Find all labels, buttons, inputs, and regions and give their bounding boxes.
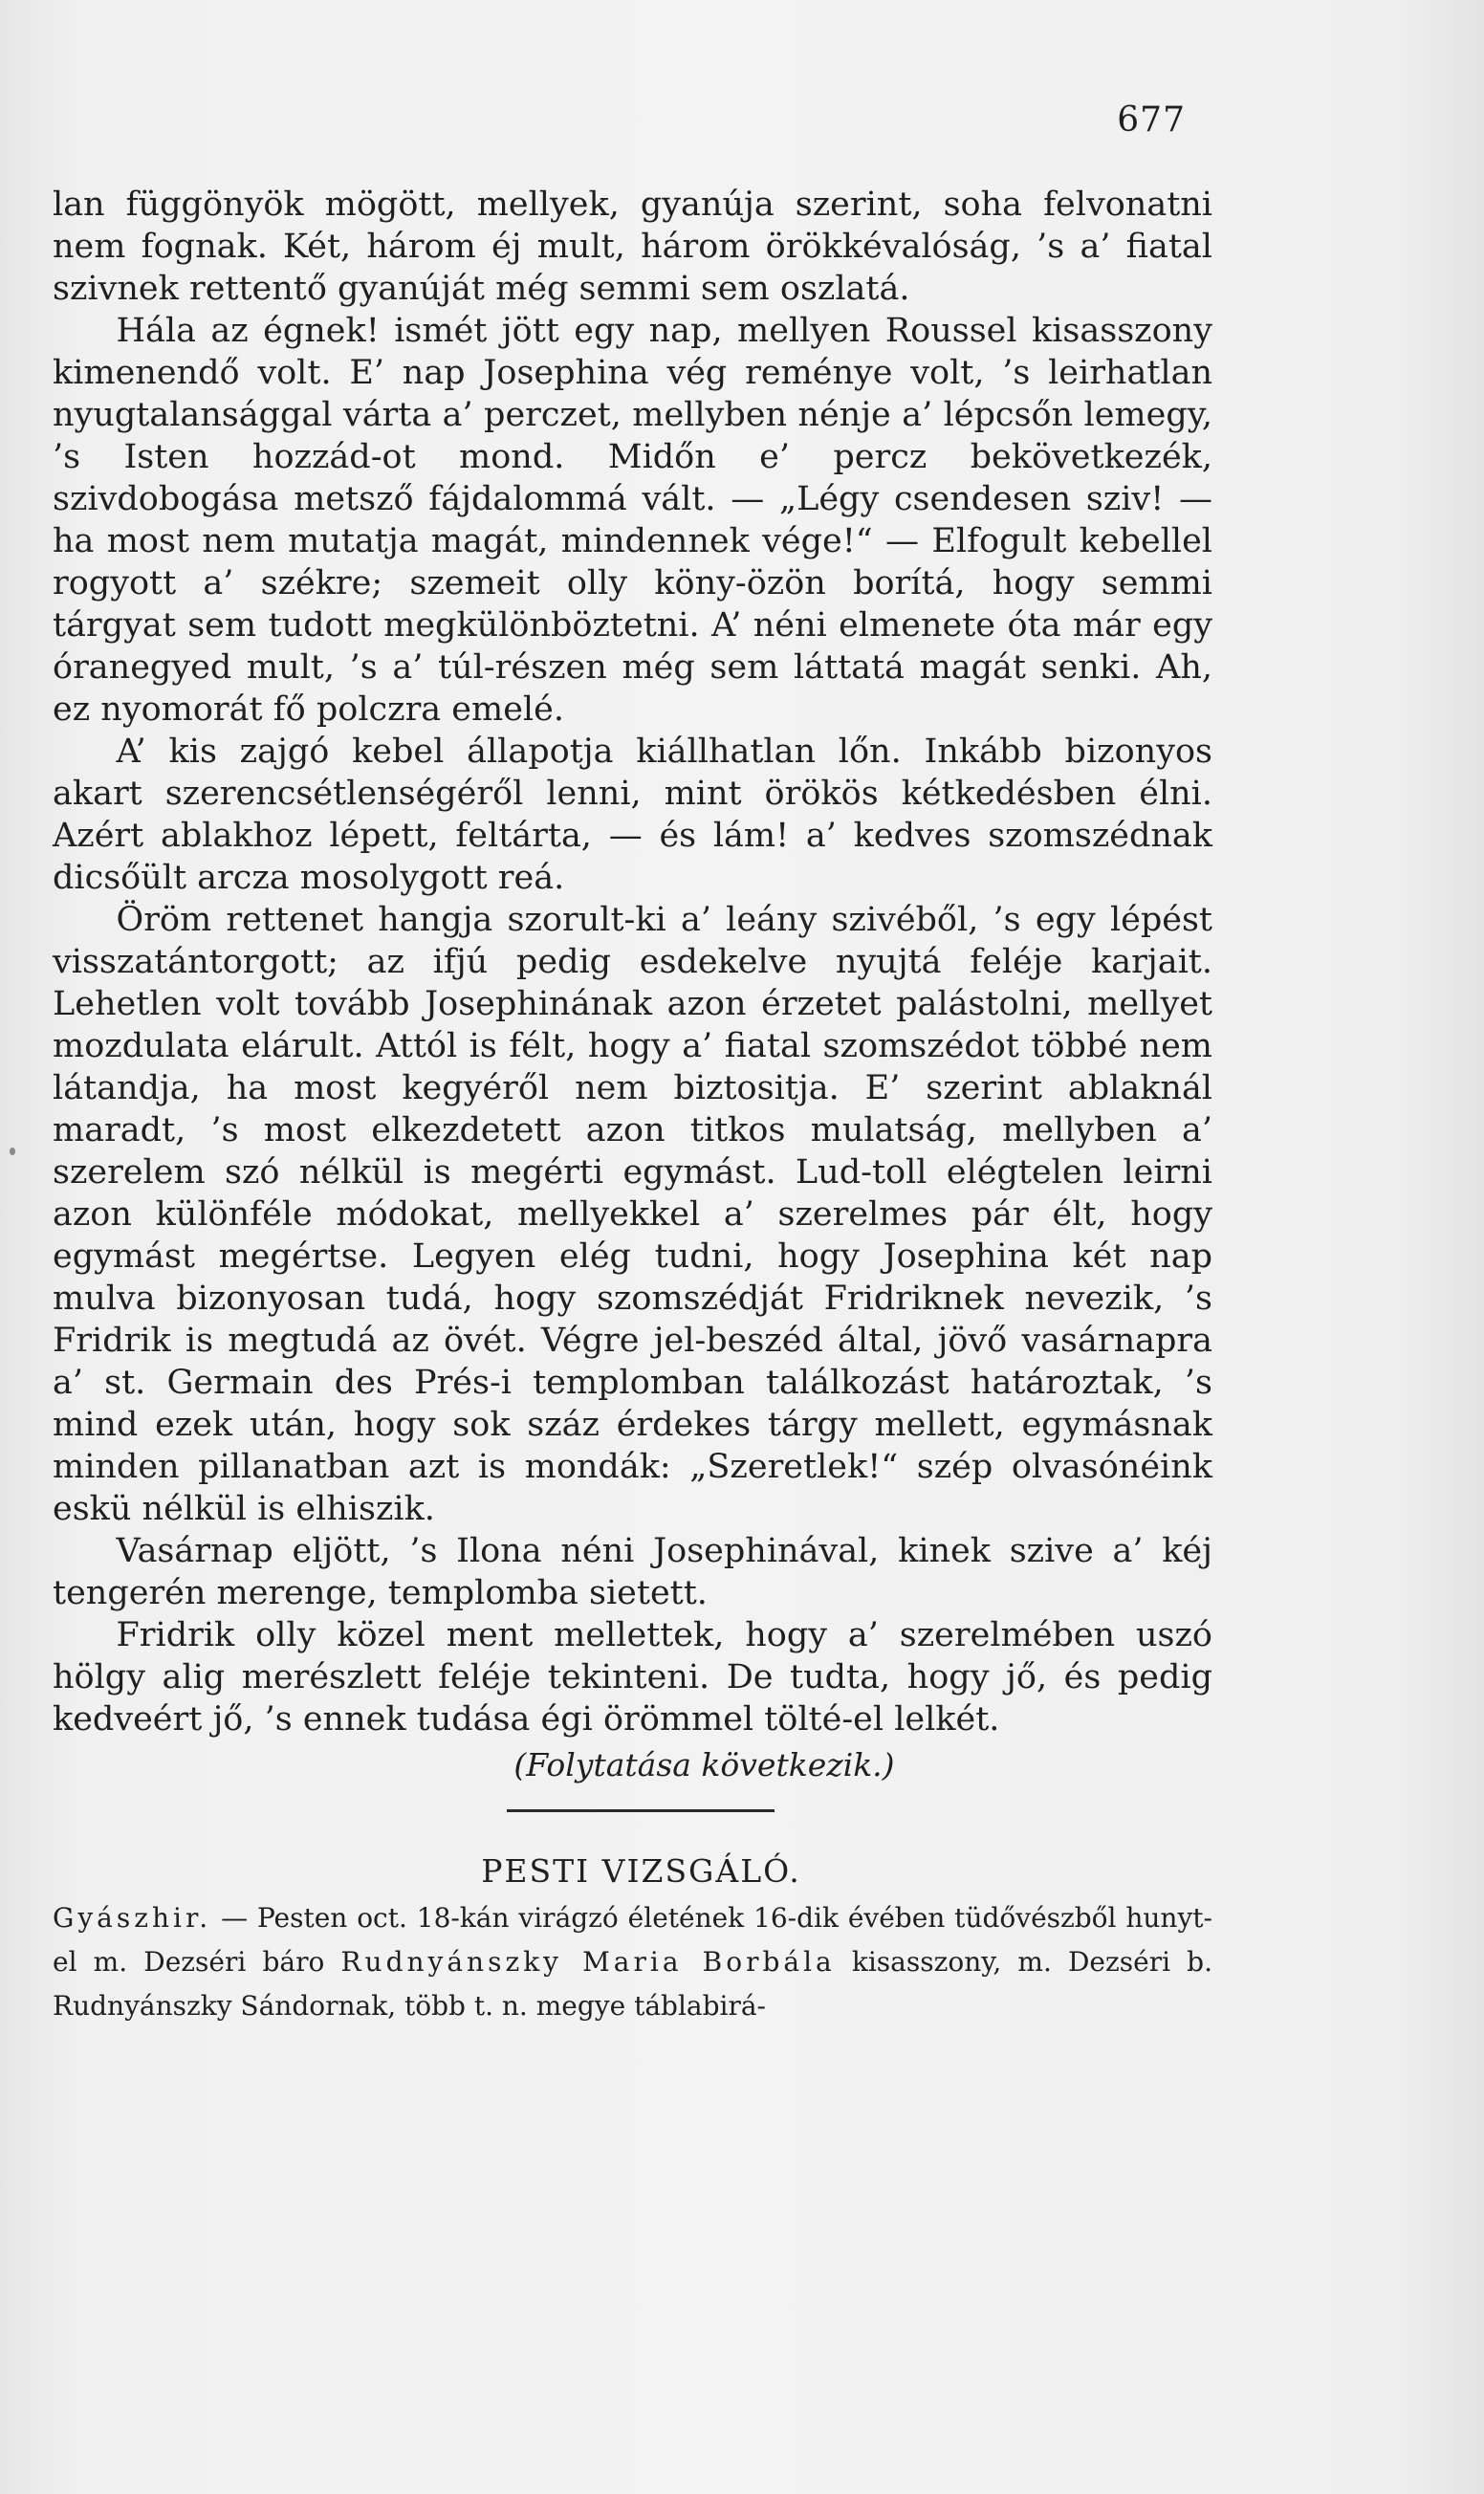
continuation-note: (Folytatása következik.) <box>513 1746 895 1783</box>
notice-name: Rudnyánszky Maria Borbála <box>340 1946 836 1978</box>
paragraph-1: lan függönyök mögött, mellyek, gyanúja szerint, soha felvonatni nem fognak. Két, három éj mult, három örökkévalóság, ’s a’ fiatal szivnek rettentő gyanúját még semmi sem oszlatá. <box>53 186 1212 308</box>
section-divider <box>507 1809 775 1812</box>
page-number: 677 <box>1117 100 1186 140</box>
main-text <box>53 184 1212 2028</box>
notice-label: Gyászhir. <box>53 1902 212 1934</box>
section-title: PESTI VIZSGÁLÓ. <box>481 1852 801 1890</box>
paragraph-2: Hála az égnek! ismét jött egy nap, mellyen Roussel kisasszony kimenendő volt. E’ nap Josephina vég reménye volt, ’s leirhatlan nyugtalansággal várta a’ perczet, mellyben nénje a’ lépcsőn lemegy, ’s Isten hozzád-ot mond. Midőn e’ percz bekövetkezék, szivdobogása metsző fájdalommá vált. — „Légy csendesen sziv! — ha most nem mutatja magát, mindennek vége!“ — Elfogult kebellel rogyott a’ székre; szemeit olly köny-özön borítá, hogy semmi tárgyat sem tudott megkülönböztetni. A’ néni elmenete óta már egy óranegyed mult, ’s a’ túl-részen még sem láttatá magát senki. Ah, ez nyomorát fő polczra emelé. <box>53 312 1212 729</box>
obituary-notice <box>53 1896 1212 2028</box>
paragraph-3: A’ kis zajgó kebel állapotja kiállhatlan lőn. Inkább bizonyos akart szerencsétlenségéről lenni, mint örökös kétkedésben élni. Azért ablakhoz lépett, feltárta, — és lám! a’ kedves szomszédnak dicsőült arcza mosolygott reá. <box>53 733 1212 897</box>
notice-text-1: — Pesten oct. 18-kán virágzó életének 16-dik évében tüdővészből hunyt-el m. Dezséri báro <box>53 1902 1212 1978</box>
notice-text-2: kisasszony, m. Dezséri b. Rudnyánszky Sándornak, több t. n. megye táblabirá- <box>53 1946 1212 2022</box>
paragraph-4: Öröm rettenet hangja szorult-ki a’ leány szivéből, ’s egy lépést visszatántorgott; az ifjú pedig esdekelve nyujtá feléje karjait. Lehetlen volt tovább Josephinának azon érzetet palástolni, mellyet mozdulata elárult. Attól is félt, hogy a’ fiatal szomszédot többé nem látandja, ha most kegyéről nem biztositja. E’ szerint ablaknál maradt, ’s most elkezdetett azon titkos mulatság, mellyben a’ szerelem szó nélkül is megérti egymást. Lud-toll elégtelen leirni azon különféle módokat, mellyekkel a’ szerelmes pár élt, hogy egymást megértse. Legyen elég tudni, hogy Josephina két nap mulva bizonyosan tudá, hogy szomszédját Fridriknek nevezik, ’s Fridrik is megtudá az övét. Végre jel-beszéd által, jövő vasárnapra a’ st. Germain des Prés-i templomban találkozást határoztak, ’s mind ezek után, hogy sok száz érdekes tárgy mellett, egymásnak minden pillanatban azt is mondák: „Szeretlek!“ szép olvasónéink eskü nélkül is elhiszik. <box>53 901 1212 1528</box>
paragraph-5: Vasárnap eljött, ’s Ilona néni Josephinával, kinek szive a’ kéj tengerén merenge, templomba sietett. <box>53 1532 1212 1612</box>
paragraph-6: Fridrik olly közel ment mellettek, hogy a’ szerelmében uszó hölgy alig merészlett feléje tekinteni. De tudta, hogy jő, és pedig kedveért jő, ’s ennek tudása égi örömmel tölté-el lelkét. <box>53 1616 1212 1739</box>
ink-speck <box>10 1148 15 1155</box>
